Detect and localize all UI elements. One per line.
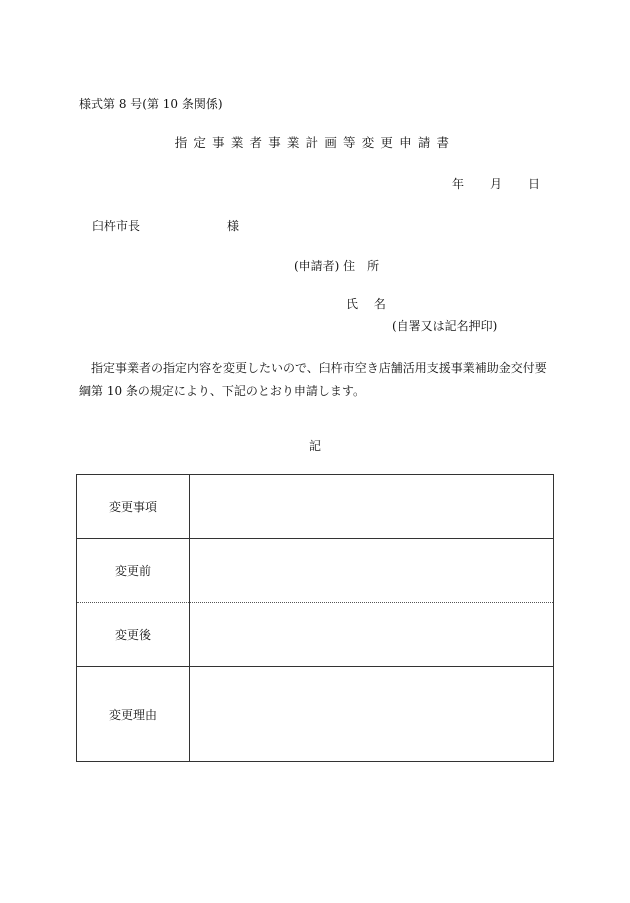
row-label-after-change: 変更後 (77, 603, 190, 667)
date-line (452, 178, 540, 190)
applicant-address-label: (申請者) 住 所 (294, 259, 380, 273)
date-month-label: 月 (490, 177, 503, 191)
date-year-label: 年 (452, 177, 465, 191)
change-details-table (76, 474, 554, 762)
addressee: 臼杵市長 (92, 219, 141, 233)
change-item-field[interactable] (190, 475, 554, 539)
before-change-field[interactable] (190, 539, 554, 603)
row-label-change-item: 変更事項 (77, 475, 190, 539)
table-row (77, 667, 554, 762)
table-row (77, 475, 554, 539)
body-text: 指定事業者の指定内容を変更したいので、臼杵市空き店舗活用支援事業補助金交付要綱第 10 条の規定により、下記のとおり申請します。 (79, 361, 547, 398)
seal-note: (自署又は記名押印) (392, 319, 498, 333)
row-label-before-change: 変更前 (77, 539, 190, 603)
after-change-field[interactable] (190, 603, 554, 667)
table-row (77, 539, 554, 603)
form-title: 指定事業者事業計画等変更申請書 (174, 135, 456, 150)
date-day-label: 日 (528, 177, 541, 191)
form-number: 様式第 8 号(第 10 条関係) (79, 97, 223, 111)
table-row (77, 603, 554, 667)
row-label-change-reason: 変更理由 (77, 667, 190, 762)
applicant-name-label: 氏 名 (346, 297, 392, 311)
ki-heading: 記 (308, 439, 321, 453)
change-reason-field[interactable] (190, 667, 554, 762)
honorific: 様 (227, 219, 240, 233)
